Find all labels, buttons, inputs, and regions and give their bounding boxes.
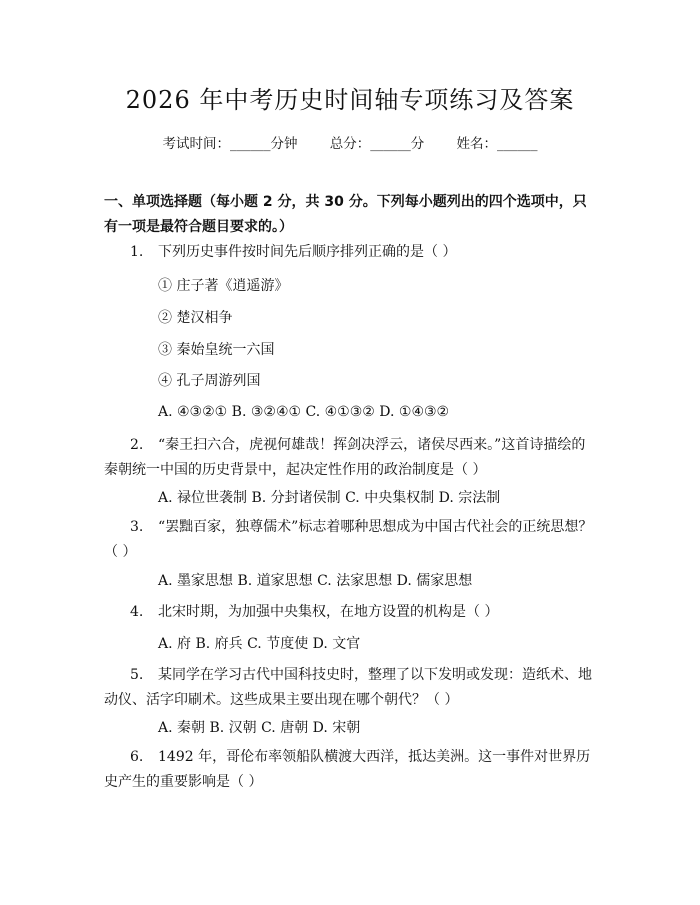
question-number: 2. [130, 437, 144, 453]
question-3-options: A. 墨家思想 B. 道家思想 C. 法家思想 D. 儒家思想 [158, 573, 473, 589]
question-3 [104, 515, 598, 565]
question-1-item-3: ③ 秦始皇统一六国 [158, 342, 275, 358]
question-4-options: A. 府 B. 府兵 C. 节度使 D. 文官 [158, 636, 361, 652]
question-number: 1. [130, 244, 144, 260]
question-5 [104, 663, 598, 713]
question-number: 3. [130, 519, 144, 535]
question-text: “秦王扫六合，虎视何雄哉！挥剑决浮云，诸侯尽西来。”这首诗描绘的秦朝统一中国的历史背景中，起决定性作用的政治制度是（ ） [104, 437, 586, 478]
exam-score: 总分：______分 [329, 136, 425, 152]
question-text: 1492 年，哥伦布率领船队横渡大西洋，抵达美洲。这一事件对世界历史产生的重要影响是（ ） [104, 749, 591, 790]
question-6 [104, 745, 598, 795]
question-1-item-2: ② 楚汉相争 [158, 310, 233, 326]
question-2-options: A. 禄位世袭制 B. 分封诸侯制 C. 中央集权制 D. 宗法制 [158, 490, 501, 506]
page-title: 2026 年中考历史时间轴专项练习及答案 [125, 86, 575, 114]
question-1-options: A. ④③②① B. ③②④① C. ④①③② D. ①④③② [158, 404, 450, 420]
question-text: 下列历史事件按时间先后顺序排列正确的是（ ） [158, 244, 457, 260]
question-number: 4. [130, 604, 144, 620]
question-2 [104, 433, 598, 483]
question-text: “罢黜百家，独尊儒术”标志着哪种思想成为中国古代社会的正统思想？（ ） [104, 519, 593, 560]
question-number: 6. [130, 749, 144, 765]
student-name: 姓名：______ [456, 136, 538, 152]
question-text: 某同学在学习古代中国科技史时，整理了以下发明或发现：造纸术、地动仪、活字印刷术。这些成果主要出现在哪个朝代？（ ） [104, 667, 592, 708]
exam-meta [0, 132, 700, 152]
question-1 [104, 240, 598, 265]
exam-time: 考试时间：______分钟 [162, 136, 298, 152]
question-number: 5. [130, 667, 144, 683]
question-4 [104, 600, 598, 625]
question-1-item-1: ① 庄子著《逍遥游》 [158, 278, 289, 294]
question-1-item-4: ④ 孔子周游列国 [158, 373, 261, 389]
question-text: 北宋时期，为加强中央集权，在地方设置的机构是（ ） [158, 604, 499, 620]
section-heading: 一、单项选择题（每小题 2 分，共 30 分。下列每小题列出的四个选项中，只有一项是最符合题目要求的。） [104, 194, 587, 235]
question-5-options: A. 秦朝 B. 汉朝 C. 唐朝 D. 宋朝 [158, 720, 361, 736]
